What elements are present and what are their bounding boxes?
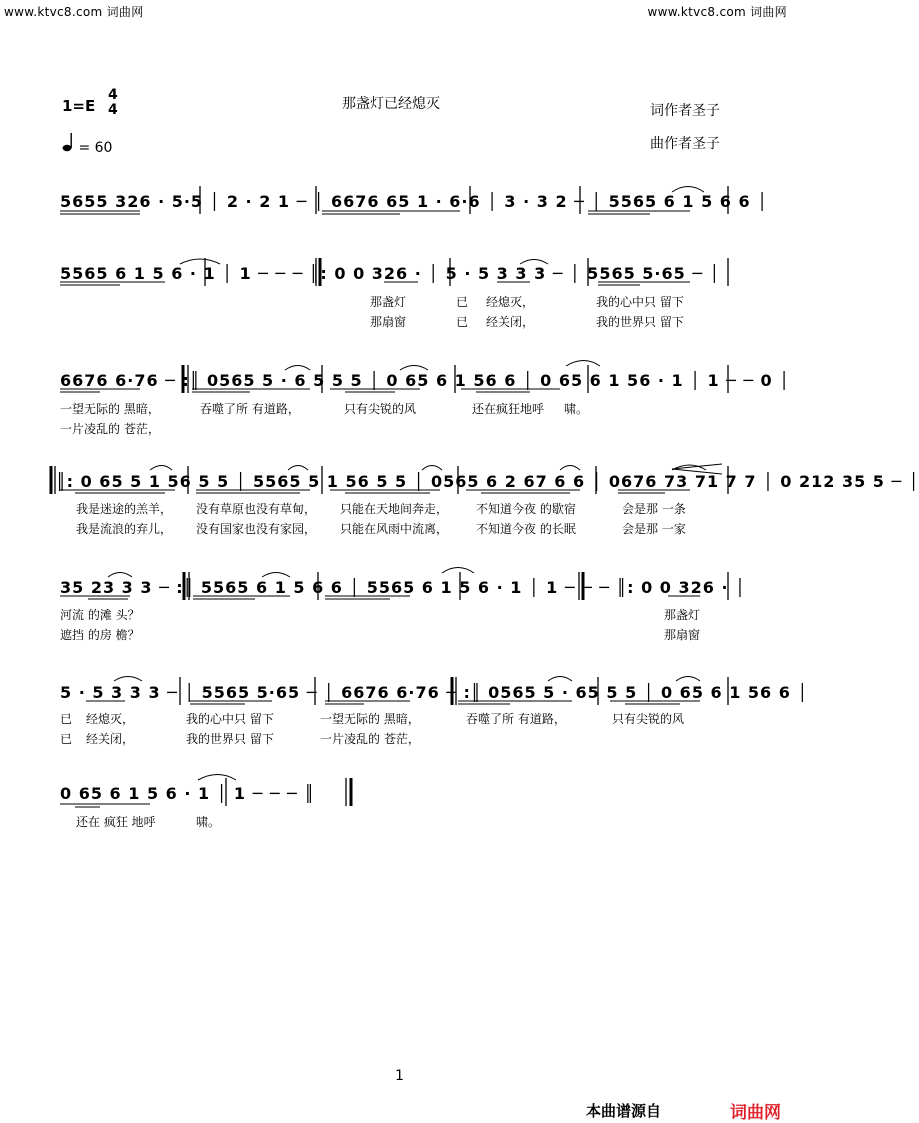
lyric-r4-v2-d: 不知道今夜 的长眠 [476,522,576,536]
notation-row-2: 5565 6 1 5 6 · 1 │ 1 ─ ─ ─ ║: 0 0 326 · │ 5 · 5 3 3 3 ─ │ 5565 5·65 ─ │ [60,264,721,283]
notation-row-3: 6676 6·76 ─ :║ 0565 5 · 6 5 5 5 │ 0 65 6 1 56 6 │ 0 65 6 1 56 · 1 │ 1 ─ ─ 0 │ [60,371,790,390]
footer-source: 本曲谱源自 [586,1102,662,1120]
lyric-r6-v2-a: 已 [60,732,73,746]
lyric-r4-v1-d: 不知道今夜 的歇宿 [476,502,576,516]
notation-row-5: 35 23 3 3 ─ :║ 5565 6 1 5 6 6 │ 5565 6 1 5 6 · 1 │ 1 ─ ─ ─ ║: 0 0 326 · │ [60,578,746,597]
time-top: 4 [108,87,118,103]
lyric-r4-v1-b: 没有草原也没有草甸， [196,502,317,516]
lyric-r2-v2-c: 经关闭， [486,315,535,329]
lyric-r5-v1-b: 那盏灯 [664,608,701,622]
watermark-left: www.ktvc8.com 词曲网 [4,5,144,19]
lyric-r2-v2-b: 已 [456,315,469,329]
lyric-r6-v1-b: 经熄灭， [86,712,135,726]
lyric-r4-v2-b: 没有国家也没有家园， [196,522,317,536]
lyric-r6-v2-b: 经关闭， [86,732,135,746]
lyric-r4-v2-a: 我是流浪的弃儿， [76,522,173,536]
notation-row-1: 5655 326 · 5·5 │ 2 · 2 1 ─ │ 6676 65 1 · 6·6 │ 3 · 3 2 ─ │ 5565 6 1 5 6 6 │ [60,192,768,211]
lyric-r5-v1-a: 河流 的滩 头？ [60,608,140,622]
lyric-r6-v1-a: 已 [60,712,73,726]
lyric-r7-v1-a: 还在 疯狂 地呼 [76,815,156,829]
lyric-r2-v1-c: 经熄灭， [486,295,535,309]
key-signature: 1=E [62,97,96,115]
composer-credit: 曲作者圣子 [650,136,720,152]
lyric-r5-v2-b: 那扇窗 [664,628,701,642]
lyric-r3-v1-d: 还在疯狂地呼 [472,402,545,416]
lyric-r3-v1-b: 吞噬了所 有道路， [200,402,300,416]
lyric-r6-v1-e: 吞噬了所 有道路， [466,712,566,726]
lyric-r4-v2-c: 只能在风雨中流离， [340,522,449,536]
lyric-r4-v1-e: 会是那 一条 [622,502,686,516]
tempo-value: = 60 [78,140,113,156]
lyric-r3-v2-a: 一片凌乱的 苍茫， [60,422,160,436]
lyricist-credit: 词作者圣子 [650,103,720,119]
lyric-r6-v2-c: 我的世界只 留下 [186,732,274,746]
lyric-r2-v1-d: 我的心中只 留下 [596,295,684,309]
lyric-r4-v1-a: 我是迷途的羔羊， [76,502,173,516]
page-number: 1 [395,1068,404,1084]
lyric-r2-v1-b: 已 [456,295,469,309]
time-bottom: 4 [108,102,118,118]
lyric-r2-v1-a: 那盏灯 [370,295,407,309]
lyric-r4-v2-e: 会是那 一家 [622,522,686,536]
notation-row-6: 5 · 5 3 3 3 ─ │ 5565 5·65 ─ │ 6676 6·76 ─ :║ 0565 5 · 65 5 5 │ 0 65 6 1 56 6 │ [60,683,809,702]
lyric-r4-v1-c: 只能在天地间奔走， [340,502,449,516]
notation-row-4: ║: 0 65 5 1 56 5 5 │ 5565 5 1 56 5 5 │ 0565 6 2 67 6 6 │ 0676 73 71 7 7 │ 0 212 35 5 ─ │ [56,472,919,491]
lyric-r3-v1-c: 只有尖锐的风 [344,402,417,416]
lyric-r3-v1-e: 啸。 [564,402,589,416]
lyric-r6-v1-c: 我的心中只 留下 [186,712,274,726]
watermark-right: www.ktvc8.com 词曲网 [647,5,787,19]
lyric-r3-v1-a: 一望无际的 黑暗， [60,402,160,416]
lyric-r6-v1-f: 只有尖锐的风 [612,712,685,726]
lyric-r5-v2-a: 遮挡 的房 檐？ [60,628,140,642]
lyric-r2-v2-a: 那扇窗 [370,315,407,329]
lyric-r6-v1-d: 一望无际的 黑暗， [320,712,420,726]
notation-row-7: 0 65 6 1 5 6 · 1 │ 1 ─ ─ ─ ║ [60,784,315,803]
lyric-r2-v2-d: 我的世界只 留下 [596,315,684,329]
song-title: 那盏灯已经熄灭 [342,96,440,112]
lyric-r6-v2-d: 一片凌乱的 苍茫， [320,732,420,746]
lyric-r7-v1-b: 啸。 [196,815,221,829]
footer-brand-logo: 词曲网 [730,1103,781,1123]
